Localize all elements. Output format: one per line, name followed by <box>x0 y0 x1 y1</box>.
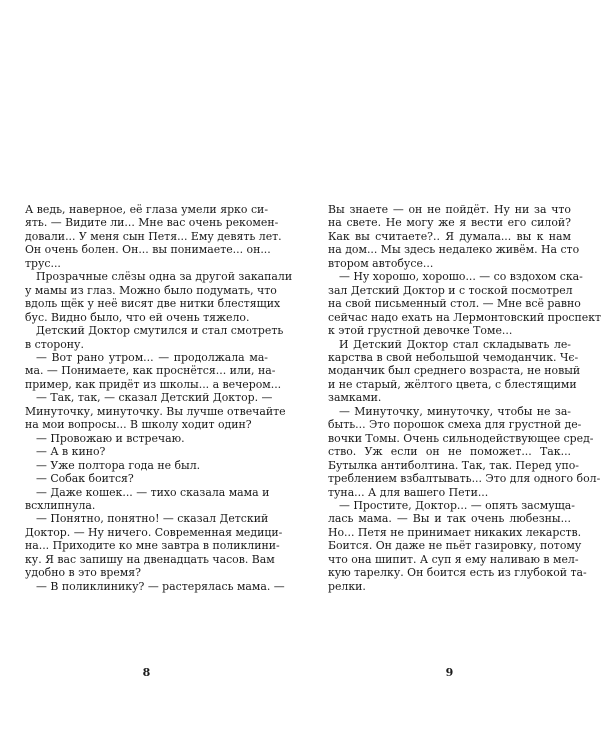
text-line: — Понятно, понятно! — сказал Детский <box>36 512 269 526</box>
text-line: моданчик был среднего возраста, не новый <box>328 364 581 378</box>
text-line: — Так, так, — сказал Детский Доктор. — <box>36 391 273 405</box>
text-line: Доктор. — Ну ничего. Современная медици- <box>25 525 283 539</box>
text-line: на мои вопросы... В школу ходит один? <box>25 418 252 432</box>
text-line: — Ну хорошо, хорошо... — со вздохом ска- <box>339 270 583 284</box>
text-line: Он очень болен. Он... вы понимаете... он... <box>25 243 271 257</box>
text-line: ма. — Понимаете, как проснётся... или, на- <box>25 364 276 378</box>
text-line: на свете. Не могу же я вести его силой? <box>328 216 571 230</box>
text-line: ять. — Видите ли... Мне вас очень рекомен- <box>25 216 279 230</box>
text-line: бус. Видно было, что ей очень тяжело. <box>25 310 250 324</box>
text-line: А ведь, наверное, её глаза умели ярко си- <box>25 203 268 216</box>
text-line: — Вот рано утром... — продолжала ма- <box>36 350 268 364</box>
text-line: на дом... Мы здесь недалеко живём. На сто <box>328 243 580 257</box>
text-line: — Даже кошек... — тихо сказала мама и <box>36 485 270 499</box>
text-line: Но... Петя не принимает никаких лекарств. <box>328 525 582 539</box>
page-number-left: 8 <box>142 666 151 679</box>
text-line: на... Приходите ко мне завтра в поликлини- <box>25 539 280 553</box>
left-page-text <box>25 203 293 593</box>
text-line: ство. Уж если он не поможет... Так... <box>328 445 571 459</box>
text-line: кую тарелку. Он боится есть из глубокой та- <box>328 566 587 580</box>
text-line: Минуточку, минуточку. Вы лучше отвечайте <box>25 404 286 418</box>
text-line: и не старый, жёлтого цвета, с блестящими <box>328 377 577 391</box>
text-line: треблением взбалтывать... Это для одного бол- <box>328 472 601 486</box>
text-line: Детский Доктор смутился и стал смотреть <box>36 324 284 338</box>
text-line: вдоль щёк у неё висят две нитки блестящих <box>25 297 281 311</box>
text-line: — Простите, Доктор... — опять засмуща- <box>339 498 575 512</box>
text-line: — Минуточку, минуточку, чтобы не за- <box>339 404 571 418</box>
text-line: релки. <box>328 579 366 593</box>
text-line: лась мама. — Вы и так очень любезны... <box>328 512 571 526</box>
right-page-text <box>328 203 601 593</box>
text-line: довали... У меня сын Петя... Ему девять лет. <box>25 229 282 243</box>
text-line: замками. <box>328 391 382 405</box>
text-line: — Провожаю и встречаю. <box>36 431 185 445</box>
text-line: к этой грустной девочке Томе... <box>328 324 513 338</box>
text-line: И Детский Доктор стал складывать ле- <box>339 337 571 351</box>
text-line: — А в кино? <box>36 445 106 459</box>
right-page <box>328 203 601 679</box>
text-line: сейчас надо ехать на Лермонтовский проспект <box>328 310 601 324</box>
text-line: Вы знаете — он не пойдёт. Ну ни за что <box>328 203 571 216</box>
text-line: — Собак боится? <box>36 472 134 486</box>
text-line: в сторону. <box>25 337 84 351</box>
text-line: Боится. Он даже не пьёт газировку, потому <box>328 539 582 553</box>
text-line: Как вы считаете?.. Я думала... вы к нам <box>328 229 571 243</box>
text-line: карства в свой небольшой чемоданчик. Чє- <box>328 350 579 364</box>
text-line: пример, как придёт из школы... а вечером... <box>25 377 282 391</box>
text-line: Бутылка антиболтина. Так, так. Перед упо- <box>328 458 579 472</box>
text-line: туна... А для вашего Пети... <box>328 485 489 499</box>
text-line: что она шипит. А суп я ему наливаю в мел- <box>328 552 579 566</box>
left-page <box>25 203 293 679</box>
text-line: на свой письменный стол. — Мне всё равно <box>328 297 581 311</box>
text-line: трус... <box>25 256 61 270</box>
text-line: зал Детский Доктор и с тоской посмотрел <box>328 283 573 297</box>
text-line: — В поликлинику? — растерялась мама. — <box>36 579 285 593</box>
text-line: быть... Это порошок смеха для грустной де- <box>328 418 582 432</box>
text-line: вочки Томы. Очень сильнодействующее сред- <box>328 431 594 445</box>
text-line: удобно в это время? <box>25 566 141 580</box>
text-line: Прозрачные слёзы одна за другой закапали <box>36 270 293 284</box>
text-line: ку. Я вас запишу на двенадцать часов. Вам <box>25 552 275 566</box>
text-line: у мамы из глаз. Можно было подумать, что <box>25 283 277 297</box>
page-number-right: 9 <box>445 666 454 679</box>
text-line: — Уже полтора года не был. <box>36 458 201 472</box>
text-line: всхлипнула. <box>25 498 96 512</box>
text-line: втором автобусе... <box>328 256 434 270</box>
